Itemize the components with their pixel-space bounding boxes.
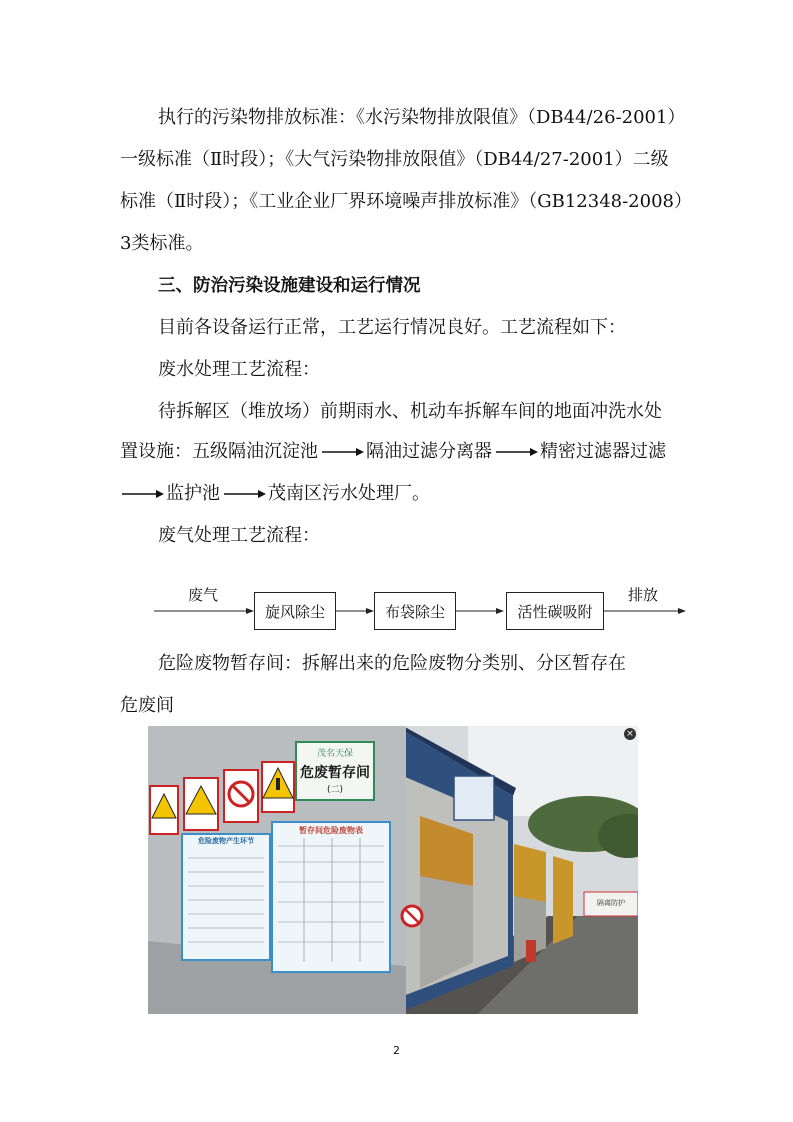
wastewater-step-4: 监护池 [166, 483, 220, 504]
wastewater-flow-row-1 [120, 440, 680, 464]
standards-line-1: 执行的污染物排放标准：《水污染物排放限值》（DB44/26-2001） [158, 107, 686, 128]
wastewater-step-3: 精密过滤器过滤 [540, 441, 666, 462]
page-number: 2 [393, 1044, 400, 1057]
flow-arrow-icon [120, 488, 164, 500]
wastewater-step-1: 五级隔油沉淀池 [192, 441, 318, 462]
gas-step-1-box [254, 592, 336, 630]
gas-output-label: 排放 [628, 586, 659, 604]
status-line: 目前各设备运行正常，工艺运行情况良好。工艺流程如下： [158, 317, 626, 338]
board-left-title: 危险废物产生环节 [198, 837, 254, 845]
wastewater-title: 废水处理工艺流程： [158, 359, 320, 380]
gas-input-label: 废气 [188, 586, 219, 604]
waste-gas-title: 废气处理工艺流程： [158, 525, 320, 546]
section-heading: 三、防治污染设施建设和运行情况 [158, 276, 421, 296]
hazardous-line-2: 危废间 [120, 695, 174, 716]
wastewater-prefix: 置设施： [120, 441, 192, 462]
gas-step-2-box [374, 592, 456, 630]
standards-line-4: 3类标准。 [120, 233, 204, 254]
standards-line-3: 标准（Ⅱ时段）；《工业企业厂界环境噪声排放标准》（GB12348-2008） [120, 191, 692, 212]
wastewater-line-1: 待拆解区（堆放场）前期雨水、机动车拆解车间的地面冲洗水处 [158, 401, 662, 422]
sign-line-3: (二) [326, 785, 344, 795]
flow-arrow-icon [222, 488, 266, 500]
flow-arrow-icon [320, 446, 364, 458]
board-right-title: 暂存间危险废物表 [299, 826, 363, 835]
small-sign-text: 隔离防护 [597, 899, 625, 907]
waste-gas-flow-diagram [150, 580, 690, 640]
gas-step-3: 活性碳吸附 [517, 602, 593, 621]
flow-arrow-icon [494, 446, 538, 458]
hazardous-storage-photo [148, 726, 638, 1014]
gas-step-3-box [506, 592, 604, 630]
sign-line-2: 危废暂存间 [300, 765, 370, 781]
standards-line-2: 一级标准（Ⅱ时段）；《大气污染物排放限值》（DB44/27-2001）二级 [120, 149, 669, 170]
gas-step-1: 旋风除尘 [264, 602, 325, 621]
sign-line-1: 茂名天保 [316, 749, 353, 759]
wastewater-flow-row-2 [120, 482, 680, 506]
wastewater-step-2: 隔油过滤分离器 [366, 441, 492, 462]
gas-step-2: 布袋除尘 [384, 602, 445, 621]
close-icon[interactable]: × [624, 728, 636, 740]
wastewater-step-5: 茂南区污水处理厂。 [268, 483, 430, 504]
hazardous-line-1: 危险废物暂存间：拆解出来的危险废物分类别、分区暂存在 [158, 653, 626, 674]
photo-scene [148, 726, 638, 1014]
